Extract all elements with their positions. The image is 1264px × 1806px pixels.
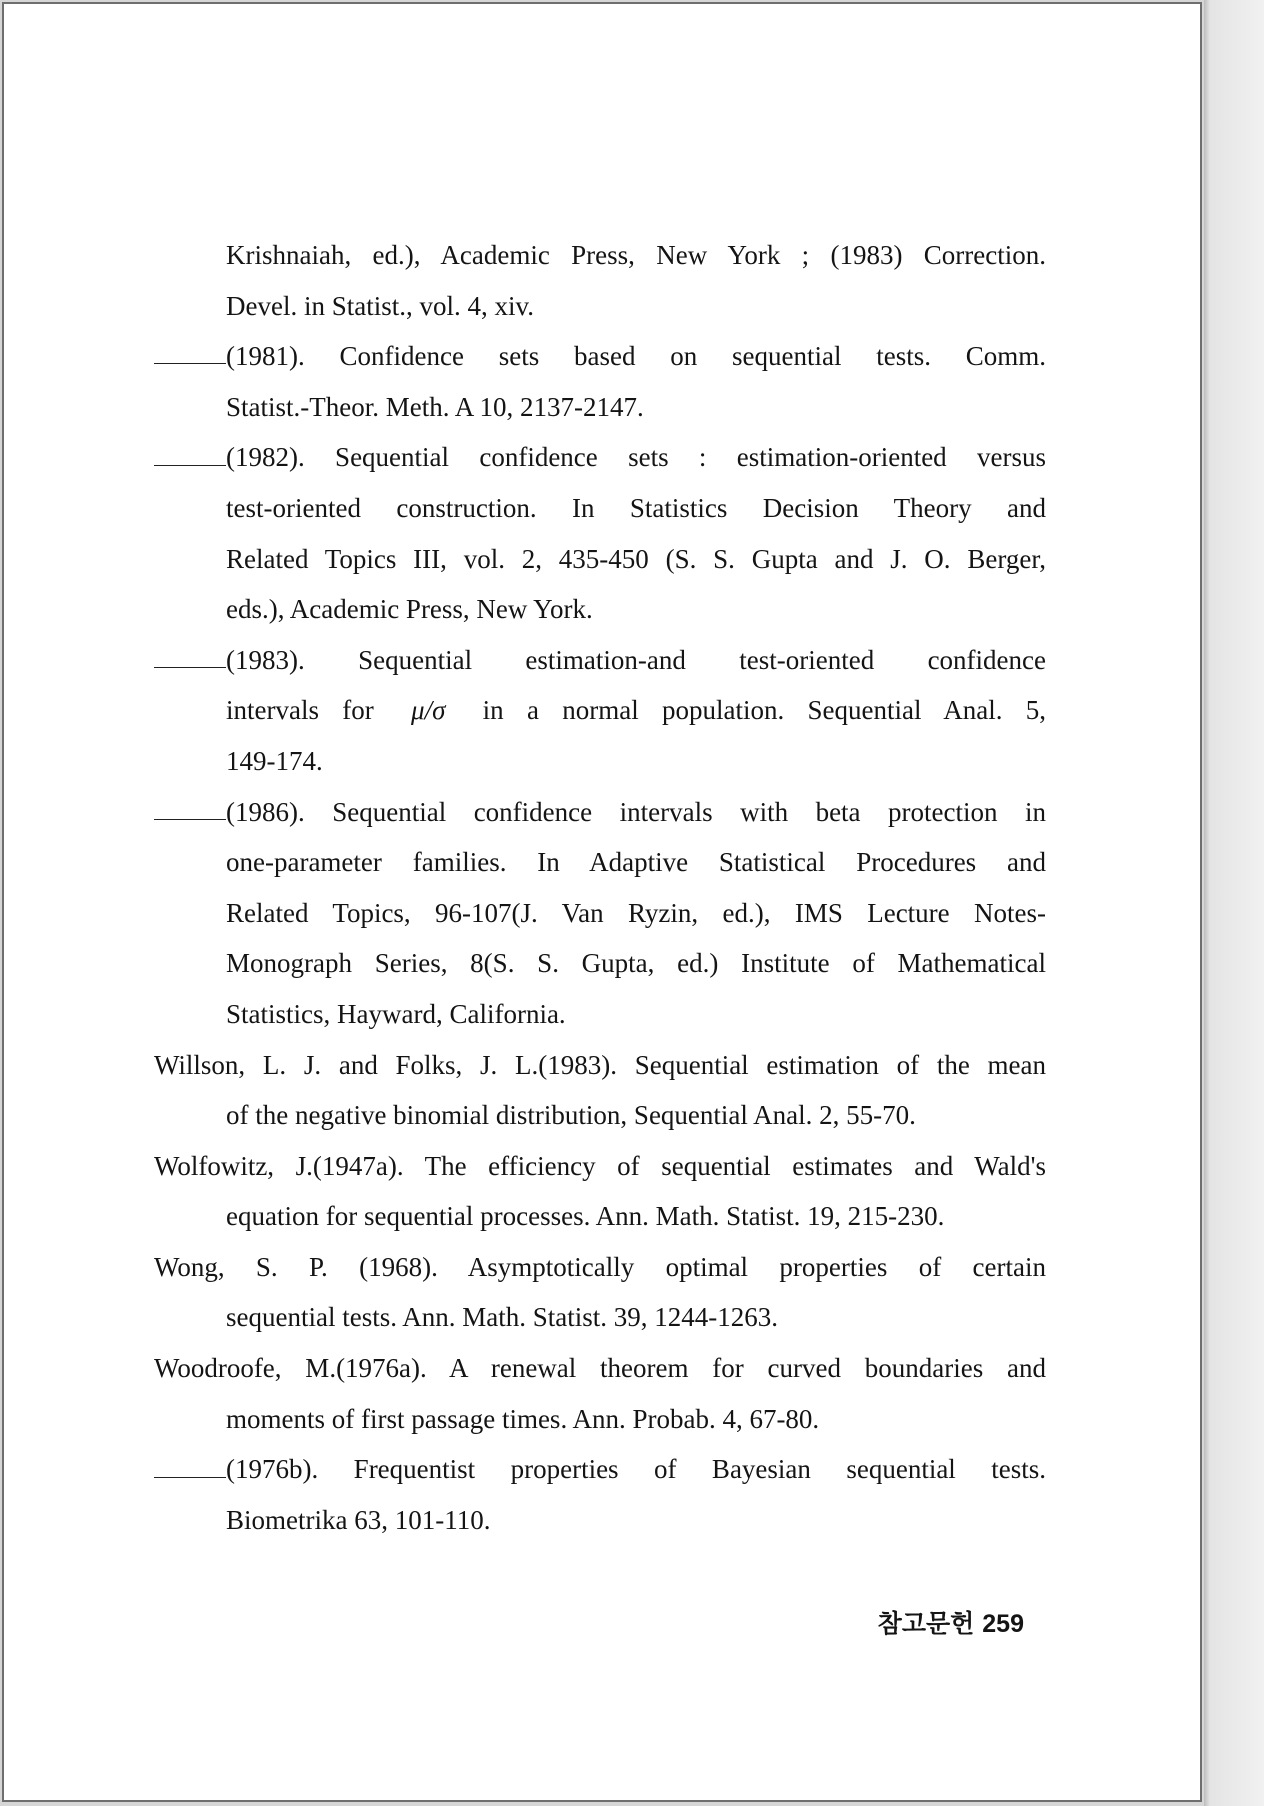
- reference-line: moments of first passage times. Ann. Probab. 4, 67-80.: [226, 1403, 820, 1434]
- reference-line: Monograph Series, 8(S. S. Gupta, ed.) Institute of Mathematical: [226, 948, 1046, 979]
- reference-line: one-parameter families. In Adaptive Statistical Procedures and: [226, 847, 1046, 878]
- reference-line: [154, 432, 1046, 483]
- reference-line: Devel. in Statist., vol. 4, xiv.: [226, 290, 534, 321]
- page-footer: [874, 1604, 1024, 1640]
- page-edge-shadow: [1204, 0, 1264, 1806]
- document-page: [2, 2, 1202, 1802]
- reference-line: Statist.-Theor. Meth. A 10, 2137-2147.: [226, 391, 644, 422]
- reference-text: (1986). Sequential confidence intervals with beta protection in: [226, 796, 1046, 827]
- reference-line: Willson, L. J. and Folks, J. L.(1983). Sequential estimation of the mean: [154, 1049, 1046, 1080]
- reference-text: (1982). Sequential confidence sets : estimation-oriented versus: [226, 442, 1046, 473]
- reference-line: of the negative binomial distribution, Sequential Anal. 2, 55-70.: [226, 1100, 916, 1131]
- ditto-dash: [154, 455, 226, 466]
- reference-list: [154, 230, 1046, 1545]
- reference-line: [154, 635, 1046, 686]
- reference-line: sequential tests. Ann. Math. Statist. 39, 1244-1263.: [226, 1302, 778, 1333]
- reference-text: in a normal population. Sequential Anal. 5,: [482, 695, 1047, 726]
- reference-line: [154, 1444, 1046, 1495]
- page-number: 259: [982, 1610, 1024, 1638]
- reference-line: eds.), Academic Press, New York.: [226, 594, 593, 625]
- reference-line: 149-174.: [226, 745, 323, 776]
- reference-line: test-oriented construction. In Statistics Decision Theory and: [226, 492, 1046, 523]
- reference-line: Statistics, Hayward, California.: [226, 998, 566, 1029]
- reference-line: Wong, S. P. (1968). Asymptotically optimal properties of certain: [154, 1251, 1046, 1282]
- greek-symbol: μ/σ: [411, 695, 446, 726]
- reference-line: Woodroofe, M.(1976a). A renewal theorem for curved boundaries and: [154, 1353, 1046, 1384]
- reference-line: equation for sequential processes. Ann. Math. Statist. 19, 215-230.: [226, 1201, 945, 1232]
- reference-text: (1981). Confidence sets based on sequential tests. Comm.: [226, 341, 1046, 372]
- reference-line: Wolfowitz, J.(1947a). The efficiency of sequential estimates and Wald's: [154, 1150, 1046, 1181]
- ditto-dash: [154, 353, 226, 364]
- ditto-dash: [154, 1467, 226, 1478]
- reference-line: [154, 685, 1046, 736]
- reference-text: intervals for: [226, 695, 374, 726]
- ditto-dash: [154, 809, 226, 820]
- reference-line: Related Topics, 96-107(J. Van Ryzin, ed.), IMS Lecture Notes-: [226, 897, 1046, 928]
- ditto-dash: [154, 657, 226, 668]
- reference-text: (1983). Sequential estimation-and test-oriented confidence: [226, 644, 1046, 675]
- reference-line: Biometrika 63, 101-110.: [226, 1504, 491, 1535]
- reference-line: [154, 787, 1046, 838]
- reference-line: Related Topics III, vol. 2, 435-450 (S. S. Gupta and J. O. Berger,: [226, 543, 1046, 574]
- reference-line: Krishnaiah, ed.), Academic Press, New York ; (1983) Correction.: [226, 240, 1046, 270]
- reference-text: (1976b). Frequentist properties of Bayesian sequential tests.: [226, 1454, 1046, 1485]
- reference-line: [154, 331, 1046, 382]
- section-name: 참고문헌: [877, 1609, 975, 1638]
